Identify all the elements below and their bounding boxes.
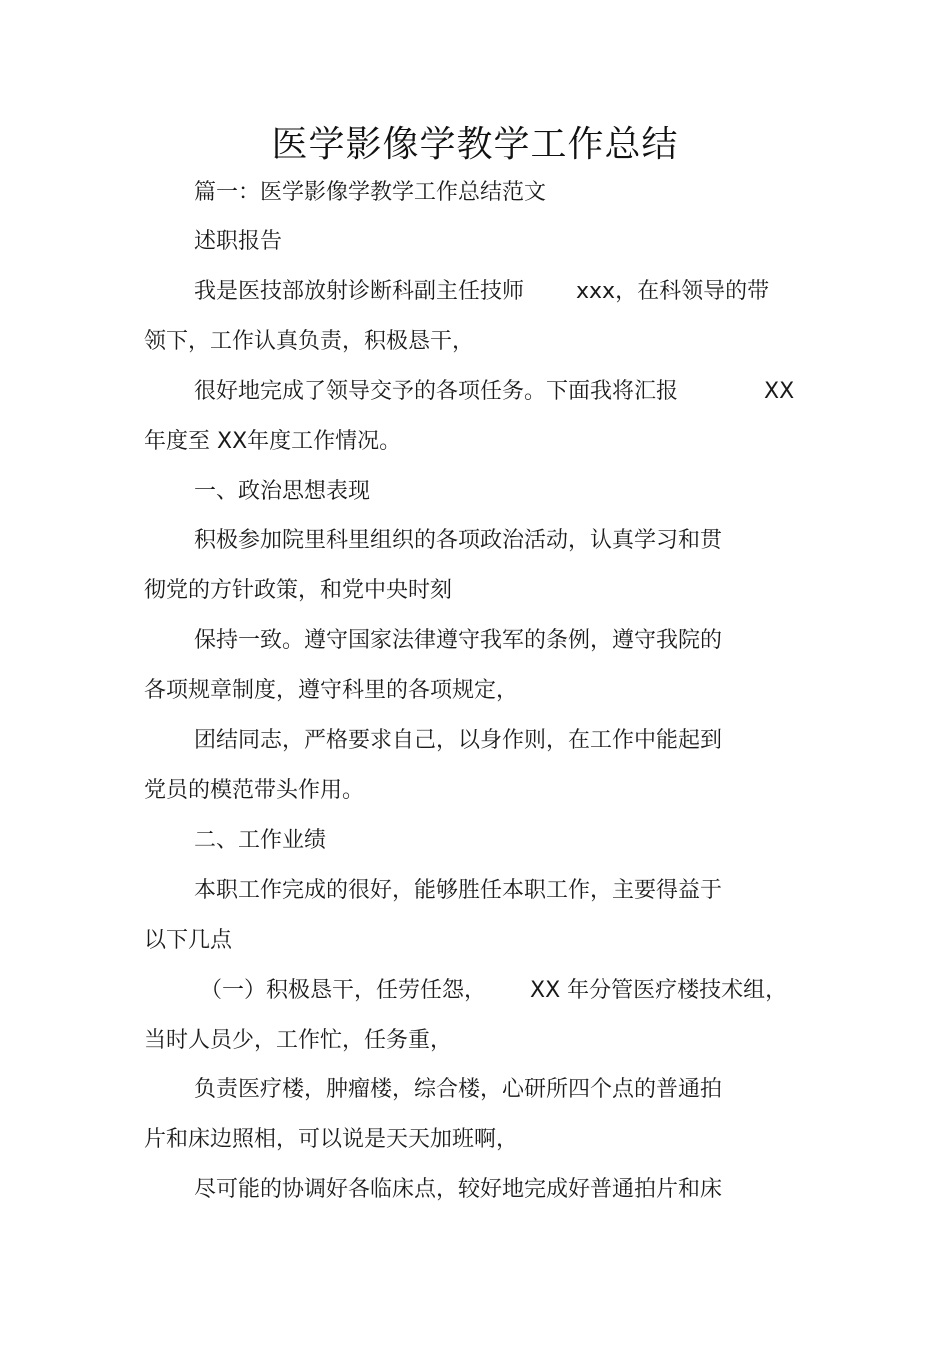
- p2-text-a: 很好地完成了领导交予的各项任务。下面我将汇报: [194, 379, 679, 404]
- paragraph-3-line-2: 彻党的方针政策，和党中央时刻: [144, 578, 453, 603]
- paragraph-6-line-2: 以下几点: [144, 928, 233, 953]
- document-title: 医学影像学教学工作总结: [271, 124, 679, 165]
- paragraph-8-line-2: 片和床边照相，可以说是天天加班啊，: [144, 1127, 519, 1152]
- p7-text-b: XX 年分管医疗楼技术组，: [530, 978, 788, 1003]
- heading-report: 述职报告: [194, 229, 283, 254]
- section-heading-2: 二、工作业绩: [194, 828, 327, 853]
- subtitle: 篇一：医学影像学教学工作总结范文: [194, 180, 547, 205]
- p2-text-b: XX: [764, 379, 795, 404]
- p1-text-a: 我是医技部放射诊断科副主任技师: [194, 279, 525, 304]
- p1-text-b: xxx，在科领导的带: [576, 279, 770, 304]
- paragraph-3-line-1: 积极参加院里科里组织的各项政治活动，认真学习和贯: [194, 528, 723, 553]
- paragraph-8-line-1: 负责医疗楼，肿瘤楼，综合楼，心研所四个点的普通拍: [194, 1077, 723, 1102]
- paragraph-4-line-1: 保持一致。遵守国家法律遵守我军的条例，遵守我院的: [194, 628, 723, 653]
- paragraph-1-line-1: [194, 277, 769, 307]
- paragraph-7-line-1: [200, 976, 787, 1006]
- paragraph-4-line-2: 各项规章制度，遵守科里的各项规定，: [144, 678, 519, 703]
- paragraph-1-line-2: 领下，工作认真负责，积极恳干，: [144, 329, 475, 354]
- paragraph-5-line-2: 党员的模范带头作用。: [144, 778, 365, 803]
- paragraph-9-line-1: 尽可能的协调好各临床点，较好地完成好普通拍片和床: [194, 1177, 723, 1202]
- paragraph-5-line-1: 团结同志，严格要求自己，以身作则，在工作中能起到: [194, 728, 723, 753]
- p7-text-a: （一）积极恳干，任劳任怨，: [200, 978, 487, 1003]
- paragraph-6-line-1: 本职工作完成的很好，能够胜任本职工作，主要得益于: [194, 878, 723, 903]
- paragraph-7-line-2: 当时人员少，工作忙，任务重，: [144, 1028, 453, 1053]
- section-heading-1: 一、政治思想表现: [194, 479, 371, 504]
- paragraph-2-line-1: [194, 377, 794, 407]
- paragraph-2-line-2: 年度至 XX年度工作情况。: [144, 429, 402, 454]
